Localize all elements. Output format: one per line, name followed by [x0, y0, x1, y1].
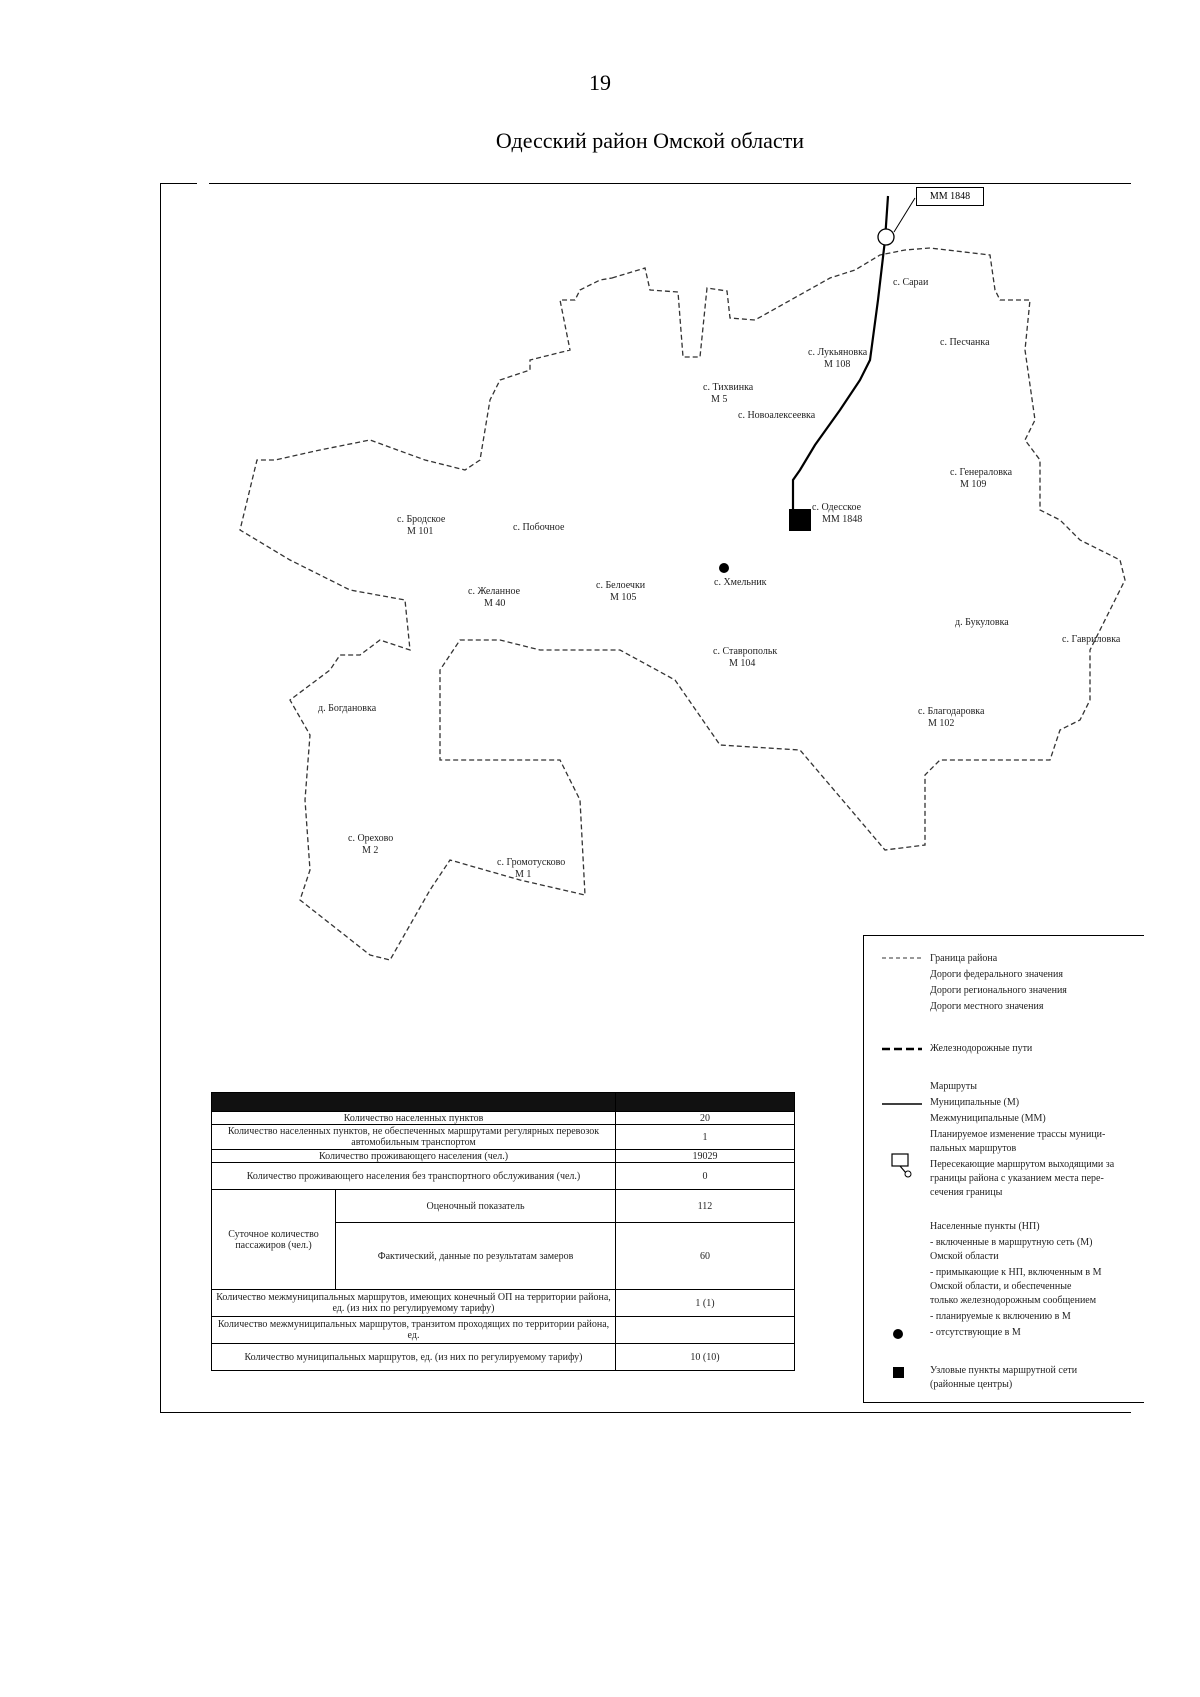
place-label: с. Побочное — [513, 522, 565, 533]
legend-item: Железнодорожные пути — [930, 1043, 1033, 1054]
table-row: Количество проживающего населения (чел.) 19029 — [212, 1150, 795, 1163]
boundary-crossing-marker — [878, 229, 894, 245]
place-label: с. Орехово М 2 — [348, 833, 394, 856]
page-number: 19 — [589, 70, 611, 95]
hub-node-square — [789, 509, 811, 531]
legend-item: только железнодорожным сообщением — [930, 1295, 1097, 1306]
table-row: Количество межмуниципальных маршрутов, имеющих конечный ОП на территории района, ед. (из них по регулируемому тарифу) 1 (1) — [212, 1290, 795, 1317]
place-label: с. Новоалексеевка — [738, 410, 816, 421]
table-header-row — [212, 1093, 795, 1112]
legend-item: Населенные пункты (НП) — [930, 1221, 1040, 1232]
legend-item: Дороги регионального значения — [930, 985, 1067, 996]
legend-item: Дороги местного значения — [930, 1001, 1044, 1012]
place-label: с. Громотусково М 1 — [497, 857, 566, 880]
place-label: с. Сараи — [893, 277, 929, 288]
table-row: Количество населенных пунктов 20 — [212, 1112, 795, 1125]
settlement-dot — [719, 563, 729, 573]
map-legend — [863, 935, 1144, 1403]
legend-item: границы района с указанием места пере- — [930, 1173, 1104, 1184]
place-label: с. Генераловка М 109 — [950, 467, 1013, 490]
place-label: с. Белоечки М 105 — [596, 580, 646, 603]
place-label: д. Букуловка — [955, 617, 1009, 628]
legend-item: Омской области, и обеспеченные — [930, 1281, 1072, 1292]
legend-item: Омской области — [930, 1251, 999, 1262]
table-row: Количество межмуниципальных маршрутов, транзитом проходящих по территории района, ед. — [212, 1317, 795, 1344]
place-label: с. Песчанка — [940, 337, 990, 348]
legend-item: Узловые пункты маршрутной сети — [930, 1365, 1078, 1376]
place-label: с. Благодаровка М 102 — [918, 706, 985, 729]
legend-item: Граница района — [930, 953, 998, 964]
table-row: Количество муниципальных маршрутов, ед. (из них по регулируемому тарифу) 10 (10) — [212, 1344, 795, 1371]
legend-item: пальных маршрутов — [930, 1143, 1017, 1154]
district-stats-table — [211, 1092, 795, 1371]
legend-item: Дороги федерального значения — [930, 969, 1063, 980]
legend-item: Пересекающие маршрутом выходящими за — [930, 1159, 1115, 1170]
page-title: Одесский район Омской области — [495, 128, 805, 153]
place-label: с. Хмельник — [714, 577, 767, 588]
place-label: с. Одесское ММ 1848 — [812, 502, 863, 525]
place-label: с. Лукьяновка М 108 — [808, 347, 868, 370]
legend-item: - планируемые к включению в М — [930, 1311, 1071, 1322]
place-label: с. Ставропольк М 104 — [713, 646, 778, 669]
legend-item: - отсутствующие в М — [930, 1327, 1021, 1338]
legend-item: Муниципальные (М) — [930, 1097, 1020, 1108]
place-label: с. Тихвинка М 5 — [703, 382, 754, 405]
legend-item: - примыкающие к НП, включенным в М — [930, 1267, 1102, 1278]
table-row: Фактический, данные по результатам замеров 60 — [212, 1223, 795, 1290]
table-row: Количество проживающего населения без транспортного обслуживания (чел.) 0 — [212, 1163, 795, 1190]
place-label: с. Бродское М 101 — [397, 514, 446, 537]
legend-item: (районные центры) — [930, 1379, 1013, 1390]
legend-item: сечения границы — [930, 1187, 1003, 1198]
route-number-box: ММ 1848 — [916, 187, 984, 206]
legend-item: Межмуниципальные (ММ) — [930, 1113, 1046, 1124]
legend-item: Маршруты — [930, 1081, 977, 1092]
place-label: д. Богдановка — [318, 703, 377, 714]
place-label: с. Желанное М 40 — [468, 586, 521, 609]
table-row: Суточное количество пассажиров (чел.) Оценочный показатель 112 — [212, 1190, 795, 1223]
table-row: Количество населенных пунктов, не обеспеченных маршрутами регулярных перевозок автомобильным транспортом 1 — [212, 1125, 795, 1150]
legend-item: Планируемое изменение трассы муници- — [930, 1129, 1106, 1140]
legend-item: - включенные в маршрутную сеть (М) — [930, 1237, 1093, 1248]
place-label: с. Гавриловка — [1062, 634, 1121, 645]
legend-symbols — [864, 936, 924, 1402]
